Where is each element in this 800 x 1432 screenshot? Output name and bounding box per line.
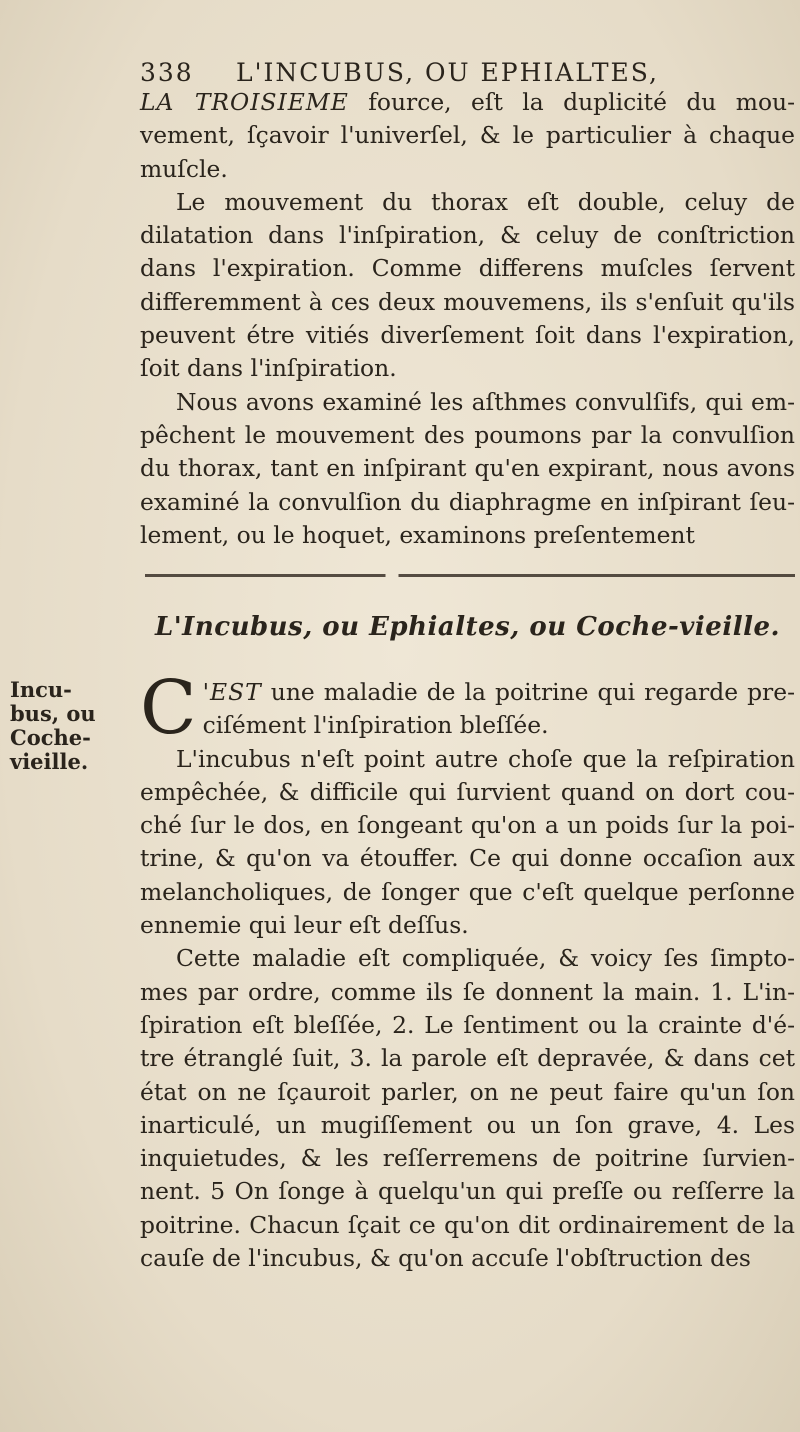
- paragraph: [140, 86, 795, 186]
- running-header: [140, 58, 795, 87]
- paragraph: [140, 386, 795, 552]
- section-title: L'Incubus, ou Ephialtes, ou Coche-vieille.: [154, 612, 781, 642]
- margin-note: [10, 678, 130, 774]
- paragraph-text: une maladie de la poitrine qui regarde pre-ciſément l'inſpiration bleſſée.: [202, 678, 795, 740]
- paragraph: [140, 942, 795, 1275]
- paragraph: [140, 743, 795, 943]
- top-text-block: [140, 86, 795, 552]
- paragraph: [140, 186, 795, 386]
- page-number: 338: [140, 58, 194, 87]
- running-title: L'INCUBUS, OU EPHIALTES,: [236, 58, 659, 87]
- paragraph-lead: LA TROISIEME: [140, 88, 349, 116]
- margin-note-line: vieille.: [10, 749, 89, 774]
- paragraph-text: Cette maladie eſt compliquée, & voicy ſes ſimpto-mes par ordre, comme ils ſe donnent la main. 1. L'in-ſpiration eſt bleſſée, 2. Le ſentiment ou la crainte d'é-tre étranglé ſuit, 3. la parole eſt depravée, & dans cet état on ne ſçauroit parler, on ne peut faire qu'un ſon inarticulé, un mugiſſement ou un ſon grave, 4. Les inquietudes, & les reſſerremens de poitrine ſurvien-nent. 5 On ſonge à quelqu'un qui preſſe ou reſſerre la poitrine. Chacun ſçait ce qu'on dit ordinairement de la cauſe de l'incubus, & qu'on accuſe l'obſtruction des: [140, 944, 795, 1273]
- paragraph-text: L'incubus n'eſt point autre choſe que la reſpiration empêchée, & difficile qui ſurvient quand on dort cou-ché ſur le dos, en ſongeant qu'on a un poids ſur la poi-trine, & qu'on va étouffer. Ce qui donne occaſion aux melancholiques, de ſonger que c'eſt quelque perſonne ennemie qui leur eſt deſſus.: [140, 744, 795, 940]
- section-divider: [145, 574, 795, 577]
- paragraph-lead: 'EST: [202, 678, 262, 706]
- drop-cap: C: [140, 665, 197, 751]
- margin-note-line: Incu-: [10, 677, 72, 702]
- paragraph-text: fource, eſt la duplicité du mou-vement, ſçavoir l'univerſel, & le particulier à chaque muſcle.: [140, 88, 795, 183]
- margin-note-line: Coche-: [10, 725, 91, 750]
- paragraph: [140, 665, 795, 751]
- margin-note-line: bus, ou: [10, 701, 96, 726]
- paragraph-text: Le mouvement du thorax eſt double, celuy de dilatation dans l'inſpiration, & celuy de conſtriction dans l'expiration. Comme differens muſcles ſervent differemment à ces deux mouvemens, ils s'enſuit qu'ils peuvent étre vitiés diverſement ſoit dans l'expiration, ſoit dans l'inſpiration.: [140, 187, 795, 383]
- paragraph-text: Nous avons examiné les aſthmes convulſifs, qui em-pêchent le mouvement des poumons par la convulſion du thorax, tant en inſpirant qu'en expirant, nous avons examiné la convulſion du diaphragme en inſpirant ſeu-lement, ou le hoquet, examinons preſentement: [140, 387, 795, 549]
- section-text-block: [140, 665, 795, 1275]
